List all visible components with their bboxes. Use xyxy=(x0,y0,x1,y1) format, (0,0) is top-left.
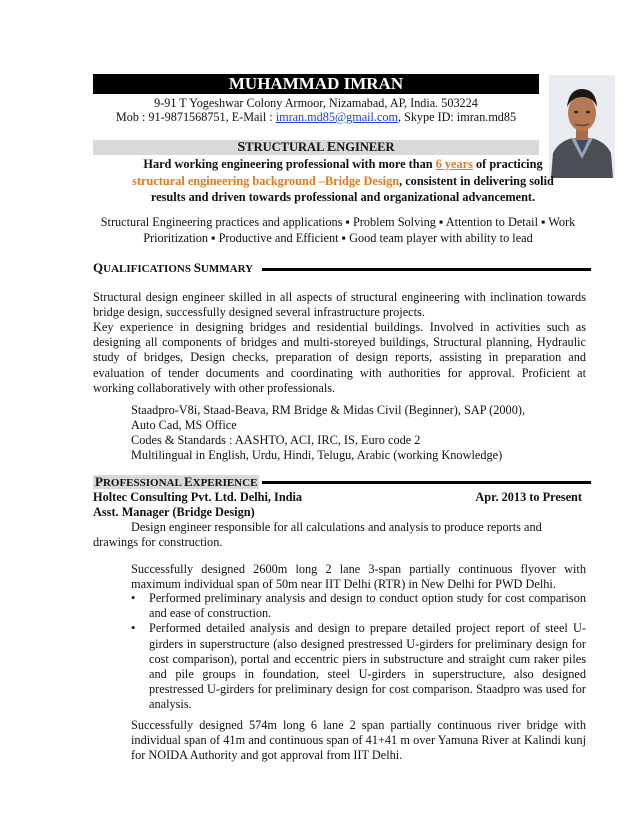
job-intro-line-1: Design engineer responsible for all calculations and analysis to produce reports and xyxy=(131,520,542,534)
summary-line-1: Hard working engineering professional with more than 6 years of practicing xyxy=(143,157,543,171)
skills-list xyxy=(88,214,588,246)
bridge-design-highlight: structural engineering background –Bridge Design xyxy=(132,173,400,188)
tools-line-1: Staadpro-V8i, Staad-Beava, RM Bridge & Midas Civil (Beginner), SAP (2000), xyxy=(131,403,526,417)
qualifications-rule xyxy=(262,268,591,271)
skype-text: , Skype ID: imran.md85 xyxy=(397,110,517,124)
tools-line-3: Codes & Standards : AASHTO, ACI, IRC, IS, Euro code 2 xyxy=(131,433,421,447)
years-highlight: 6 years xyxy=(435,157,473,171)
skills-line-1: Structural Engineering practices and applications ▪ Problem Solving ▪ Attention to Detail ▪ Work xyxy=(100,215,576,229)
tools-line-2: Auto Cad, MS Office xyxy=(131,418,237,432)
employment-period: Apr. 2013 to Present xyxy=(475,490,582,504)
phone-text: Mob : 91-9871568751, E-Mail : xyxy=(115,110,276,124)
company-name: Holtec Consulting Pvt. Ltd. Delhi, India xyxy=(93,490,303,504)
project-2: Successfully designed 574m long 6 lane 2 span partially continuous river bridge with individual span of 41m and continuous span of 41+41 m over Yamuna River at Kalindi kunj for NOIDA Authority and got approval from IIT Delhi. xyxy=(131,718,586,763)
profile-summary xyxy=(93,156,593,206)
contact-line xyxy=(93,110,539,124)
experience-heading: PROFESSIONAL EXPERIENCE xyxy=(95,474,258,489)
bullet-icon: • xyxy=(131,621,136,636)
list-item: • Performed preliminary analysis and design to conduct option study for cost comparison and ease of construction. xyxy=(131,591,586,621)
experience-rule xyxy=(262,481,591,484)
project-1: Successfully designed 2600m long 2 lane 3-span partially continuous flyover with maximum individual span of 50m near IIT Delhi (RTR) in New Delhi for PWD Delhi. xyxy=(131,562,586,592)
qualifications-para-1: Structural design engineer skilled in all aspects of structural engineering with inclination towards bridge design, successfully designed several infrastructure projects. xyxy=(93,290,586,320)
list-item: • Performed detailed analysis and design to prepare detailed project report of steel U-girders in superstructure (also designed prestressed U-girders for preliminary design for cost comparison), portal and eccentric piers in substructure and straight cum raker piles and pile groups in foundation, steel U-girders in superstructure, also designed prestressed U-girders for preliminary design for cost comparison. Staadpro was used for analysis. xyxy=(131,621,586,712)
skills-line-2: Prioritization ▪ Productive and Efficient ▪ Good team player with ability to lead xyxy=(143,231,533,245)
tools-line-4: Multilingual in English, Urdu, Hindi, Telugu, Arabic (working Knowledge) xyxy=(131,448,503,462)
address-line: 9-91 T Yogeshwar Colony Armoor, Nizamabad, AP, India. 503224 xyxy=(154,96,478,110)
project-1-bullets xyxy=(131,591,586,713)
bullet-icon: • xyxy=(131,591,136,605)
role-banner: STRUCTURAL ENGINEER xyxy=(93,140,539,155)
job-intro-line-2: drawings for construction. xyxy=(93,535,223,549)
job-title: Asst. Manager (Bridge Design) xyxy=(93,505,255,519)
summary-line-2: structural engineering background –Bridge Design, consistent in delivering solid xyxy=(132,173,554,188)
qualifications-heading: QUALIFICATIONS SUMMARY xyxy=(93,260,254,275)
email-link[interactable]: imran.md85@gmail.com xyxy=(275,110,398,124)
summary-line-3: results and driven towards professional and organizational advancement. xyxy=(150,190,536,204)
qualifications-para-2: Key experience in designing bridges and residential buildings. Involved in activities such as designing all components of bridges and multi-storeyed buildings, Structural planning, Hydraulic study of bridges, Design checks, preparation of design reports, assisting in preparation and evaluation of tender documents and coordinating with authorities for approval. Proficient at working collaboratively with other professionals. xyxy=(93,320,586,395)
name-banner: MUHAMMAD IMRAN xyxy=(93,74,539,94)
